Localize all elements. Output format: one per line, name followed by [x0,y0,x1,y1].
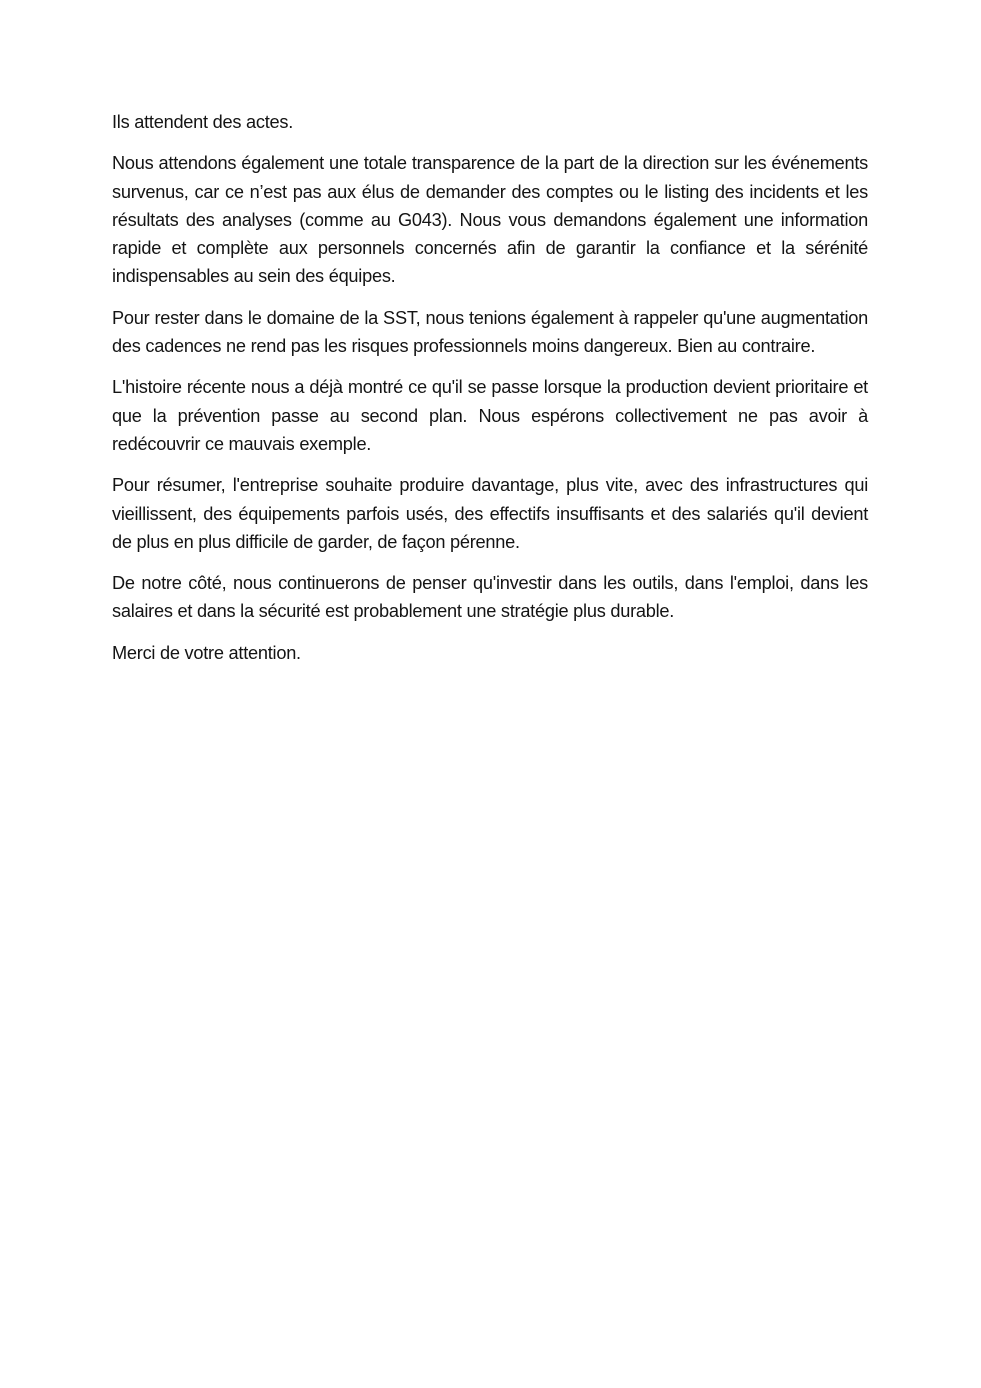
paragraph-resume: Pour résumer, l'entreprise souhaite produire davantage, plus vite, avec des infrastructures qui vieillissent, des équipements parfois usés, des effectifs insuffisants et des salariés qu'il devient de plus en plus difficile de garder, de façon pérenne. [112,475,868,552]
paragraph-actes: Ils attendent des actes. [112,112,294,132]
paragraph-sst: Pour rester dans le domaine de la SST, nous tenions également à rappeler qu'une augmentation des cadences ne rend pas les risques professionnels moins dangereux. Bien au contraire. [112,307,868,357]
paragraph-merci: Merci de votre attention. [112,642,301,663]
paragraph-histoire: L'histoire récente nous a déjà montré ce qu'il se passe lorsque la production devient prioritaire et que la prévention passe au second plan. Nous espérons collectivement ne pas avoir à redécouvrir ce mauvais exemple. [112,377,868,454]
paragraph-notre-cote: De notre côté, nous continuerons de penser qu'investir dans les outils, dans l'emploi, dans les salaires et dans la sécurité est probablement une stratégie plus durable. [112,573,868,622]
paragraph-transparence: Nous attendons également une totale transparence de la part de la direction sur les événements survenus, car ce n’est pas aux élus de demander des comptes ou le listing des incidents et les résultats des analyses (comme au G043). Nous vous demandons également une information rapide et complète aux personnels concernés afin de garantir la confiance et la sérénité indispensables au sein des équipes. [112,153,868,287]
document-body [112,108,868,680]
